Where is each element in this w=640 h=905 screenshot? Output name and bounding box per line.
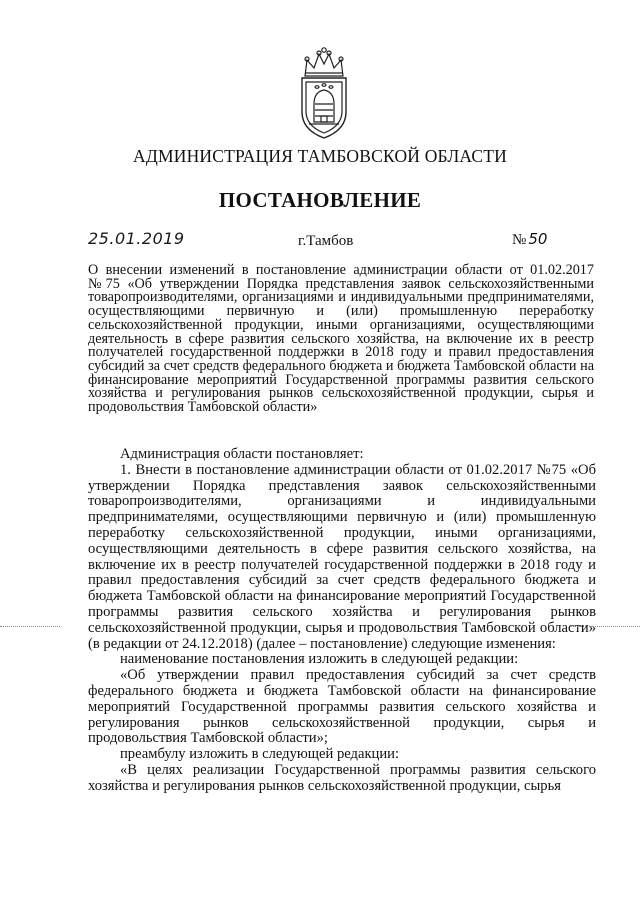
document-subject: О внесении изменений в постановление администрации области от 01.02.2017 №75 «Об утверждении Порядка представления заявок сельскохозяйственными товаропроизводителями, организациями и индивидуальными предпринимателями, осуществляющими первичную и (или) промышленную переработку сельскохозяйственной продукции, иными организациями, осуществляющими деятельность в сфере развития сельского хозяйства, на включение их в реестр получателей государственной поддержки в 2018 году и правил предоставления субсидий за счет средств федерального бюджета и бюджета Тамбовской области на финансирование мероприятий Государственной программы развития сельского хозяйства и регулирования рынков сельскохозяйственной продукции, сырья и продовольствия Тамбовской области» (88, 262, 594, 416)
organization-name: АДМИНИСТРАЦИЯ ТАМБОВСКОЙ ОБЛАСТИ (133, 146, 507, 166)
body-preamble-instruction: преамбулу изложить в следующей редакции: (120, 746, 400, 763)
number-prefix: № (512, 232, 527, 248)
document-type: ПОСТАНОВЛЕНИЕ (218, 188, 422, 212)
document-date: 25.01.2019 (88, 229, 185, 248)
document-body (88, 447, 596, 795)
tambov-coat-of-arms-icon (297, 46, 351, 140)
body-title-text: «Об утверждении правил предоставления субсидий за счет средств федерального бюджета и бюджета Тамбовской области на финансирование мероприятий Государственной программы развития сельского хозяйства и регулирования рынков сельскохозяйственной продукции, сырья и продовольствия Тамбовской области»; (88, 667, 596, 747)
body-item-1: 1. Внести в постановление администрации области от 01.02.2017 №75 «Об утверждении Порядка представления заявок сельскохозяйственными товаропроизводителями, организациями и индивидуальными предпринимателями, осуществляющими первичную и (или) промышленную переработку сельскохозяйственной продукции, иными организациями, осуществляющими деятельность в сфере развития сельского хозяйства, на включение их в реестр получателей государственной поддержки в 2018 году и правил предоставления субсидий за счет средств федерального бюджета и бюджета Тамбовской области на финансирование мероприятий Государственной программы развития сельского хозяйства и регулирования рынков сельскохозяйственной продукции, сырья и продовольствия Тамбовской области» (в редакции от 24.12.2018) (далее – постановление) следующие изменения: (88, 461, 596, 652)
body-intro: Администрация области постановляет: (120, 446, 364, 462)
body-preamble-text: «В целях реализации Государственной программы развития сельского хозяйства и регулирования рынков сельскохозяйственной продукции, сырья (88, 761, 596, 794)
fold-mark-left (0, 626, 60, 629)
number-value: 50 (528, 230, 548, 248)
document-number (512, 230, 547, 249)
document-city: г.Тамбов (298, 233, 354, 249)
body-title-instruction: наименование постановления изложить в следующей редакции: (120, 651, 519, 668)
fold-mark-right (570, 626, 640, 629)
